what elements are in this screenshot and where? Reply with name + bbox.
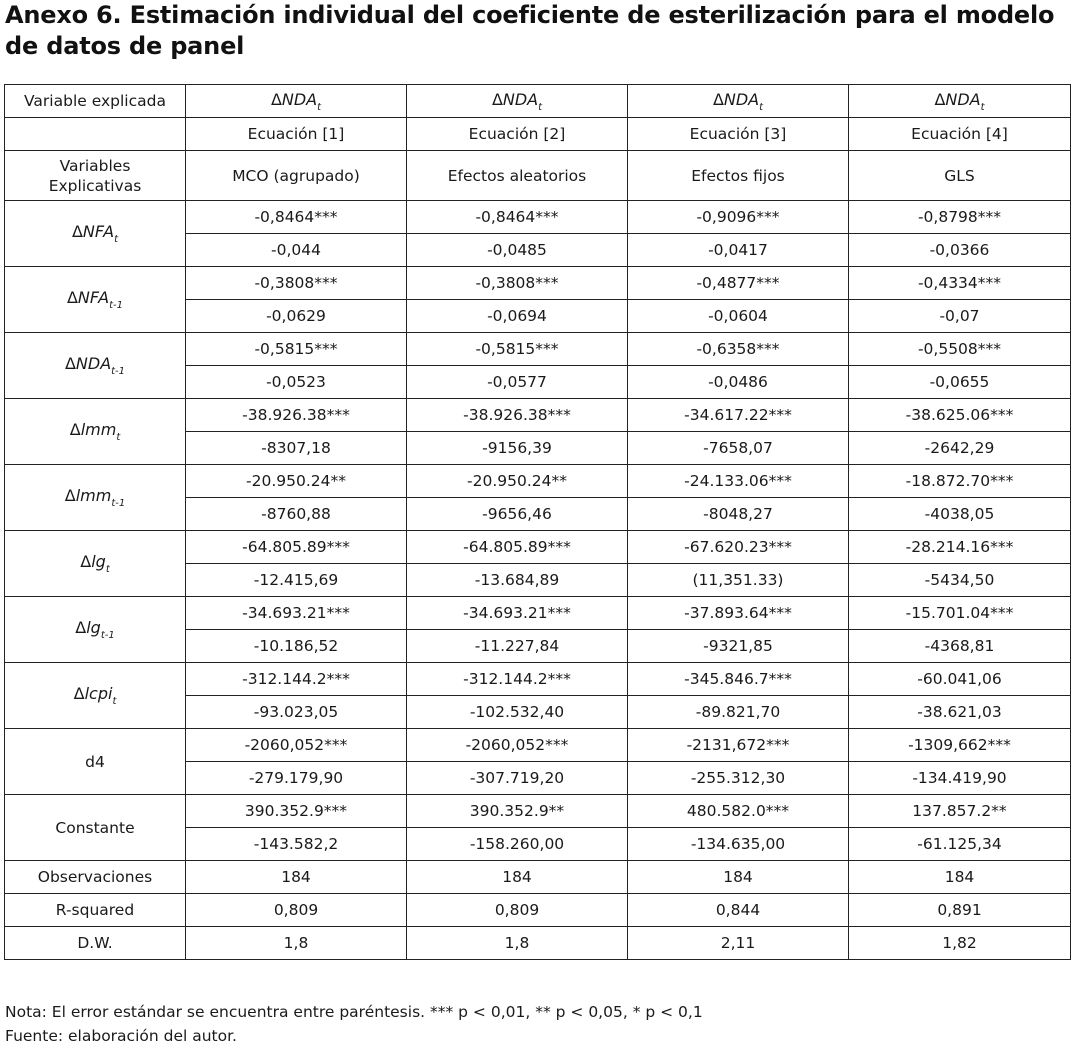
- variable-symbol: lg: [86, 618, 101, 637]
- coefficient-cell: -34.693.21***: [407, 597, 628, 630]
- statistic-value: 0,891: [849, 894, 1071, 927]
- standard-error-cell: -307.719,20: [407, 762, 628, 795]
- standard-error-cell: -0,0366: [849, 234, 1071, 267]
- coefficient-cell: -15.701.04***: [849, 597, 1071, 630]
- delta-symbol: Δ: [66, 288, 78, 307]
- standard-error-cell: -0,0577: [407, 366, 628, 399]
- explanatory-variable-label: [5, 597, 186, 663]
- coefficient-cell: -64.805.89***: [186, 531, 407, 564]
- variable-symbol: NDA: [75, 354, 112, 373]
- explanatory-variable-label: d4: [5, 729, 186, 795]
- standard-error-cell: -143.582,2: [186, 828, 407, 861]
- coefficient-cell: -37.893.64***: [628, 597, 849, 630]
- explanatory-variable-label: [5, 531, 186, 597]
- coefficient-cell: -28.214.16***: [849, 531, 1071, 564]
- standard-error-cell: -5434,50: [849, 564, 1071, 597]
- coefficient-cell: -64.805.89***: [407, 531, 628, 564]
- standard-error-cell: -12.415,69: [186, 564, 407, 597]
- coefficient-cell: -312.144.2***: [407, 663, 628, 696]
- coefficient-cell: -0,6358***: [628, 333, 849, 366]
- statistic-label: R-squared: [5, 894, 186, 927]
- explanatory-variable-label: [5, 465, 186, 531]
- delta-symbol: Δ: [69, 420, 81, 439]
- coefficient-cell: 137.857.2**: [849, 795, 1071, 828]
- coefficient-cell: -38.625.06***: [849, 399, 1071, 432]
- statistic-value: 2,11: [628, 927, 849, 960]
- standard-error-cell: -0,0604: [628, 300, 849, 333]
- variable-row-coefficients: [5, 597, 1071, 630]
- coefficient-cell: -0,8798***: [849, 201, 1071, 234]
- standard-error-cell: -0,0629: [186, 300, 407, 333]
- delta-symbol: Δ: [75, 618, 87, 637]
- explanatory-variable-label: [5, 333, 186, 399]
- regression-table-body: [5, 85, 1071, 960]
- delta-symbol: Δ: [73, 684, 85, 703]
- standard-error-cell: -134.419,90: [849, 762, 1071, 795]
- equation-label-4: Ecuación [4]: [849, 118, 1071, 151]
- statistic-label: D.W.: [5, 927, 186, 960]
- explanatory-label-line-2: Explicativas: [48, 176, 142, 195]
- variable-symbol: lg: [91, 552, 106, 571]
- standard-error-cell: -10.186,52: [186, 630, 407, 663]
- explained-variable-label: Variable explicada: [5, 85, 186, 118]
- delta-symbol: Δ: [64, 486, 76, 505]
- coefficient-cell: -20.950.24**: [186, 465, 407, 498]
- coefficient-cell: -0,5815***: [407, 333, 628, 366]
- explanatory-variable-label: [5, 201, 186, 267]
- coefficient-cell: -0,3808***: [407, 267, 628, 300]
- dependent-variable-2: $\Delta NDA_t$: [407, 85, 628, 118]
- variable-subscript: t-1: [109, 300, 124, 311]
- standard-error-cell: (11,351.33): [628, 564, 849, 597]
- dependent-variable-1: $\Delta NDA_t$: [186, 85, 407, 118]
- standard-error-cell: -0,0417: [628, 234, 849, 267]
- method-label-4: GLS: [849, 151, 1071, 201]
- variable-row-coefficients: [5, 465, 1071, 498]
- coefficient-cell: -0,4877***: [628, 267, 849, 300]
- standard-error-cell: -9656,46: [407, 498, 628, 531]
- variable-subscript: t: [112, 696, 117, 707]
- standard-error-cell: -11.227,84: [407, 630, 628, 663]
- variable-symbol: lcpi: [84, 684, 113, 703]
- standard-error-cell: -0,0523: [186, 366, 407, 399]
- standard-error-cell: -4368,81: [849, 630, 1071, 663]
- standard-error-cell: -61.125,34: [849, 828, 1071, 861]
- standard-error-cell: -134.635,00: [628, 828, 849, 861]
- coefficient-cell: -0,8464***: [186, 201, 407, 234]
- delta-symbol: Δ: [64, 354, 76, 373]
- explanatory-variables-label: [5, 151, 186, 201]
- coefficient-cell: -20.950.24**: [407, 465, 628, 498]
- variable-subscript: t-1: [100, 630, 115, 641]
- header-row-dependent: [5, 85, 1071, 118]
- standard-error-cell: -7658,07: [628, 432, 849, 465]
- variable-row-coefficients: [5, 729, 1071, 762]
- standard-error-cell: -8048,27: [628, 498, 849, 531]
- coefficient-cell: -0,3808***: [186, 267, 407, 300]
- standard-error-cell: -2642,29: [849, 432, 1071, 465]
- statistic-value: 184: [628, 861, 849, 894]
- coefficient-cell: -312.144.2***: [186, 663, 407, 696]
- standard-error-cell: -0,0486: [628, 366, 849, 399]
- coefficient-cell: 390.352.9***: [186, 795, 407, 828]
- coefficient-cell: -34.693.21***: [186, 597, 407, 630]
- variable-row-coefficients: [5, 663, 1071, 696]
- variable-subscript: t: [116, 432, 121, 443]
- standard-error-cell: -93.023,05: [186, 696, 407, 729]
- equation-label-2: Ecuación [2]: [407, 118, 628, 151]
- coefficient-cell: -2060,052***: [407, 729, 628, 762]
- coefficient-cell: -0,9096***: [628, 201, 849, 234]
- standard-error-cell: -158.260,00: [407, 828, 628, 861]
- explanatory-variable-label: [5, 663, 186, 729]
- variable-subscript: t-1: [111, 366, 126, 377]
- method-label-3: Efectos fijos: [628, 151, 849, 201]
- standard-error-cell: -255.312,30: [628, 762, 849, 795]
- coefficient-cell: -0,8464***: [407, 201, 628, 234]
- coefficient-cell: -18.872.70***: [849, 465, 1071, 498]
- coefficient-cell: 390.352.9**: [407, 795, 628, 828]
- standard-error-cell: -13.684,89: [407, 564, 628, 597]
- coefficient-cell: -67.620.23***: [628, 531, 849, 564]
- regression-table: [4, 84, 1071, 960]
- coefficient-cell: -24.133.06***: [628, 465, 849, 498]
- variable-symbol: NFA: [82, 222, 115, 241]
- statistic-value: 0,844: [628, 894, 849, 927]
- statistic-value: 184: [186, 861, 407, 894]
- header-row-equations: [5, 118, 1071, 151]
- explanatory-variable-label: [5, 399, 186, 465]
- statistic-value: 184: [849, 861, 1071, 894]
- explanatory-label-line-1: Variables: [59, 156, 131, 175]
- statistic-label: Observaciones: [5, 861, 186, 894]
- source-text: Fuente: elaboración del autor.: [5, 1027, 237, 1045]
- standard-error-cell: -9321,85: [628, 630, 849, 663]
- statistic-value: 1,82: [849, 927, 1071, 960]
- variable-symbol: lmm: [80, 420, 117, 439]
- coefficient-cell: -38.926.38***: [186, 399, 407, 432]
- note-text: Nota: El error estándar se encuentra entre paréntesis. *** p < 0,01, ** p < 0,05, * p < 0,1: [5, 1003, 703, 1021]
- standard-error-cell: -0,0694: [407, 300, 628, 333]
- statistics-row: [5, 927, 1071, 960]
- standard-error-cell: -89.821,70: [628, 696, 849, 729]
- variable-row-coefficients: [5, 795, 1071, 828]
- standard-error-cell: -38.621,03: [849, 696, 1071, 729]
- coefficient-cell: -0,5815***: [186, 333, 407, 366]
- standard-error-cell: -102.532,40: [407, 696, 628, 729]
- delta-symbol: Δ: [80, 552, 92, 571]
- empty-cell: [5, 118, 186, 151]
- delta-symbol: Δ: [71, 222, 83, 241]
- dependent-variable-4: $\Delta NDA_t$: [849, 85, 1071, 118]
- standard-error-cell: -9156,39: [407, 432, 628, 465]
- coefficient-cell: -34.617.22***: [628, 399, 849, 432]
- explanatory-variable-label: [5, 267, 186, 333]
- variable-row-coefficients: [5, 399, 1071, 432]
- method-label-1: MCO (agrupado): [186, 151, 407, 201]
- coefficient-cell: 480.582.0***: [628, 795, 849, 828]
- statistic-value: 1,8: [186, 927, 407, 960]
- coefficient-cell: -2060,052***: [186, 729, 407, 762]
- variable-row-coefficients: [5, 531, 1071, 564]
- standard-error-cell: -0,0655: [849, 366, 1071, 399]
- standard-error-cell: -0,0485: [407, 234, 628, 267]
- variable-subscript: t: [114, 234, 119, 245]
- variable-row-coefficients: [5, 267, 1071, 300]
- method-label-2: Efectos aleatorios: [407, 151, 628, 201]
- standard-error-cell: -8760,88: [186, 498, 407, 531]
- dependent-variable-3: $\Delta NDA_t$: [628, 85, 849, 118]
- coefficient-cell: -1309,662***: [849, 729, 1071, 762]
- coefficient-cell: -38.926.38***: [407, 399, 628, 432]
- page-title: Anexo 6. Estimación individual del coeficiente de esterilización para el modelo de datos de panel: [5, 1, 1055, 60]
- standard-error-cell: -4038,05: [849, 498, 1071, 531]
- coefficient-cell: -2131,672***: [628, 729, 849, 762]
- standard-error-cell: -279.179,90: [186, 762, 407, 795]
- variable-row-coefficients: [5, 201, 1071, 234]
- coefficient-cell: -345.846.7***: [628, 663, 849, 696]
- coefficient-cell: -60.041,06: [849, 663, 1071, 696]
- variable-symbol: lmm: [75, 486, 112, 505]
- statistic-value: 184: [407, 861, 628, 894]
- coefficient-cell: -0,4334***: [849, 267, 1071, 300]
- coefficient-cell: -0,5508***: [849, 333, 1071, 366]
- statistics-row: [5, 894, 1071, 927]
- statistic-value: 0,809: [407, 894, 628, 927]
- variable-symbol: NFA: [77, 288, 110, 307]
- equation-label-3: Ecuación [3]: [628, 118, 849, 151]
- statistics-row: [5, 861, 1071, 894]
- statistic-value: 1,8: [407, 927, 628, 960]
- variable-row-coefficients: [5, 333, 1071, 366]
- variable-subscript: t-1: [111, 498, 126, 509]
- statistic-value: 0,809: [186, 894, 407, 927]
- header-row-methods: [5, 151, 1071, 201]
- standard-error-cell: -0,044: [186, 234, 407, 267]
- variable-subscript: t: [105, 564, 110, 575]
- equation-label-1: Ecuación [1]: [186, 118, 407, 151]
- standard-error-cell: -8307,18: [186, 432, 407, 465]
- explanatory-variable-label: Constante: [5, 795, 186, 861]
- standard-error-cell: -0,07: [849, 300, 1071, 333]
- table-notes: [5, 1000, 703, 1048]
